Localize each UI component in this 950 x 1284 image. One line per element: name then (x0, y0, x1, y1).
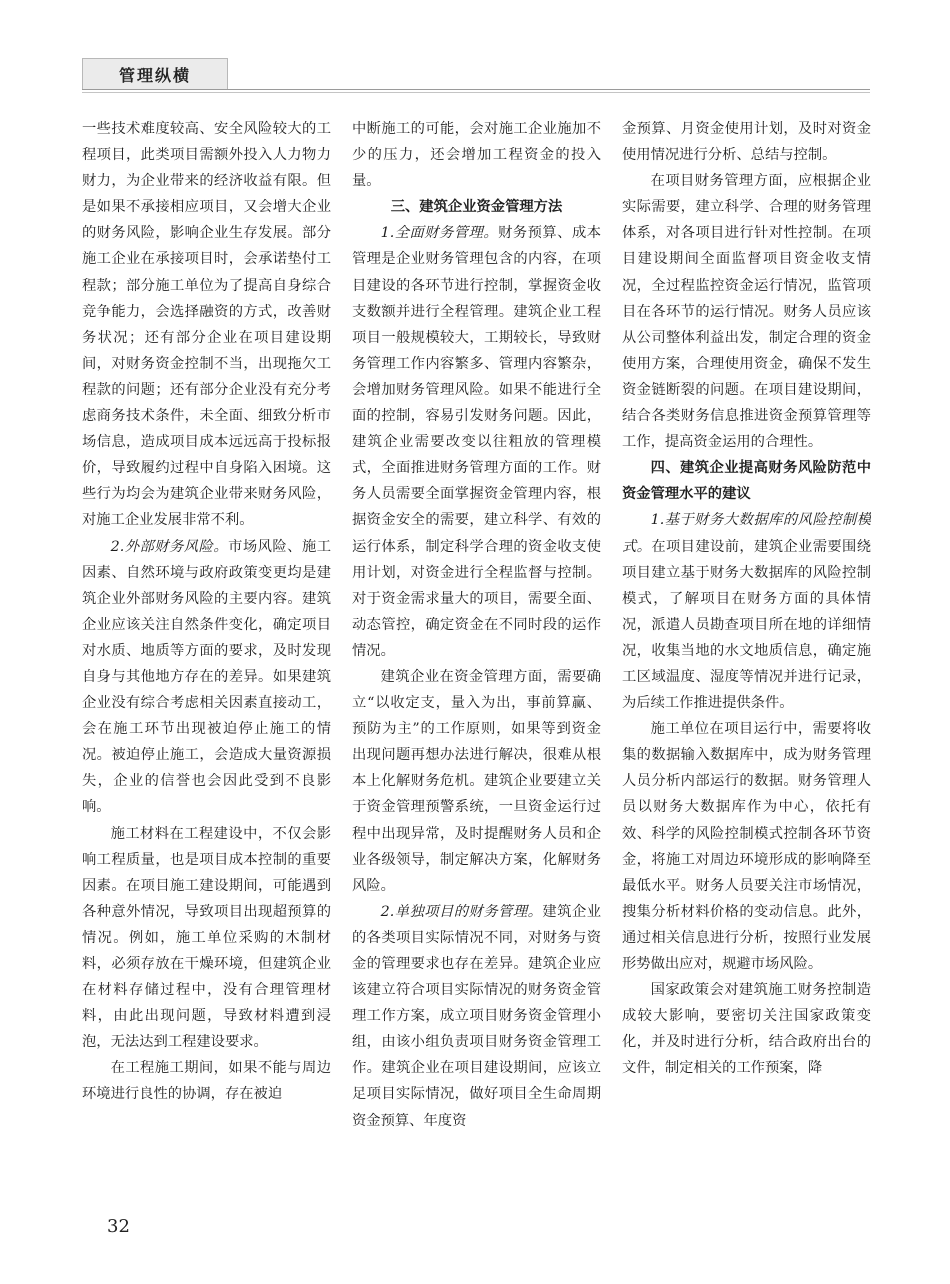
section-label: 管理纵横 (82, 58, 228, 90)
paragraph (352, 899, 601, 1134)
subheading: 1.基于财务大数据库的风险控制模式。 (622, 512, 871, 555)
paragraph: 一些技术难度较高、安全风险较大的工程项目，此类项目需额外投入人力物力财力，为企业带来的经济收益有限。但是如果不承接相应项目，又会增大企业的财务风险，影响企业生存发展。部分施工企业在承接项目时，会承诺垫付工程款；部分施工单位为了提高自身综合竞争能力，会选择融资的方式，改善财务状况；还有部分企业在项目建设期间，对财务资金控制不当，出现拖欠工程款的问题；还有部分企业没有充分考虑商务技术条件，未全面、细致分析市场信息，造成项目成本远远高于投标报价，导致履约过程中自身陷入困境。这些行为均会为建筑企业带来财务风险，对施工企业发展非常不利。 (82, 121, 331, 529)
header-rule (82, 89, 870, 90)
paragraph-body: 市场风险、施工因素、自然环境与政府政策变更均是建筑企业外部财务风险的主要内容。建筑企业应该关注自然条件变化，确定项目对水质、地质等方面的要求，及时发现自身与其他地方存在的差异。如果建筑企业没有综合考虑相关因素直接动工，会在施工环节出现被迫停止施工的情况。被迫停止施工，会造成大量资源损失，企业的信誉也会因此受到不良影响。 (82, 538, 331, 816)
column-right (622, 116, 871, 1196)
subheading: 2.外部财务风险。 (110, 538, 229, 555)
paragraph: 施工单位在项目运行中，需要将收集的数据输入数据库中，成为财务管理人员分析内部运行的数据。财务管理人员以财务大数据库作为中心，依托有效、科学的风险控制模式控制各环节资金，将施工对周边环境形成的影响降至最低水平。财务人员要关注市场情况，搜集分析材料价格的变动信息。此外，通过相关信息进行分析，按照行业发展形势做出应对，规避市场风险。 (622, 721, 871, 972)
paragraph (622, 507, 871, 716)
paragraph: 施工材料在工程建设中，不仅会影响工程质量，也是项目成本控制的重要因素。在项目施工建设期间，可能遇到各种意外情况，导致项目出现超预算的情况。例如，施工单位采购的木制材料，必须存放在干燥环境，但建筑企业在材料存储过程中，没有合理管理材料，由此出现问题，导致材料遭到浸泡，无法达到工程建设要求。 (82, 825, 331, 1051)
paragraph (352, 220, 601, 664)
paragraph: 中断施工的可能，会对施工企业施加不少的压力，还会增加工程资金的投入量。 (352, 121, 601, 190)
paragraph: 金预算、月资金使用计划，及时对资金使用情况进行分析、总结与控制。 (622, 121, 871, 164)
paragraph: 在工程施工期间，如果不能与周边环境进行良性的协调，存在被迫 (82, 1060, 331, 1103)
subheading: 2.单独项目的财务管理。 (380, 903, 543, 920)
column-left (82, 116, 331, 1196)
section-heading: 四、建筑企业提高财务风险防范中资金管理水平的建议 (622, 460, 871, 503)
paragraph (82, 534, 331, 821)
subheading: 1.全面财务管理。 (380, 225, 499, 242)
paragraph: 国家政策会对建筑施工财务控制造成较大影响，要密切关注国家政策变化，并及时进行分析，结合政府出台的文件，制定相关的工作预案，降 (622, 982, 871, 1077)
paragraph-body: 财务预算、成本管理是企业财务管理包含的内容，在项目建设的各环节进行控制，掌握资金收支数额并进行全程管理。建筑企业工程项目一般规模较大，工期较长，导致财务管理工作内容繁多、管理内容繁杂，会增加财务管理风险。如果不能进行全面的控制，容易引发财务问题。因此，建筑企业需要改变以往粗放的管理模式，全面推进财务管理方面的工作。财务人员需要全面掌握资金管理内容，根据资金安全的需要，建立科学、有效的运行体系，制定科学合理的资金收支使用计划，对资金进行全程监督与控制。对于资金需求量大的项目，需要全面、动态管控，确定资金在不同时段的运作情况。 (352, 225, 601, 659)
page-number: 32 (107, 1216, 130, 1237)
paragraph: 建筑企业在资金管理方面，需要确立“以收定支，量入为出，事前算赢、预防为主”的工作原则，如果等到资金出现问题再想办法进行解决，很难从根本上化解财务危机。建筑企业要建立关于资金管理预警系统，一旦资金运行过程中出现异常，及时提醒财务人员和企业各级领导，制定解决方案，化解财务风险。 (352, 668, 601, 894)
paragraph-body: 在项目建设前，建筑企业需要围绕项目建立基于财务大数据库的风险控制模式，了解项目在财务方面的具体情况，派遣人员勘查项目所在地的详细情况，收集当地的水文地质信息，确定施工区域温度、湿度等情况并进行记录，为后续工作推进提供条件。 (622, 538, 871, 712)
header-rule-secondary (82, 92, 870, 93)
section-heading: 三、建筑企业资金管理方法 (390, 199, 563, 216)
column-middle (352, 116, 601, 1196)
paragraph-body: 建筑企业的各类项目实际情况不同，对财务与资金的管理要求也存在差异。建筑企业应该建立符合项目实际情况的财务资金管理工作方案，成立项目财务资金管理小组，由该小组负责项目财务资金管理工作。建筑企业在项目建设期间，应该立足项目实际情况，做好项目全生命周期资金预算、年度资 (352, 903, 601, 1129)
paragraph: 在项目财务管理方面，应根据企业实际需要，建立科学、合理的财务管理体系，对各项目进行针对性控制。在项目建设期间全面监督项目资金收支情况，全过程监控资金运行情况，监管项目在各环节的运行情况。财务人员应该从公司整体利益出发，制定合理的资金使用方案，合理使用资金，确保不发生资金链断裂的问题。在项目建设期间，结合各类财务信息推进资金预算管理等工作，提高资金运用的合理性。 (622, 173, 871, 451)
